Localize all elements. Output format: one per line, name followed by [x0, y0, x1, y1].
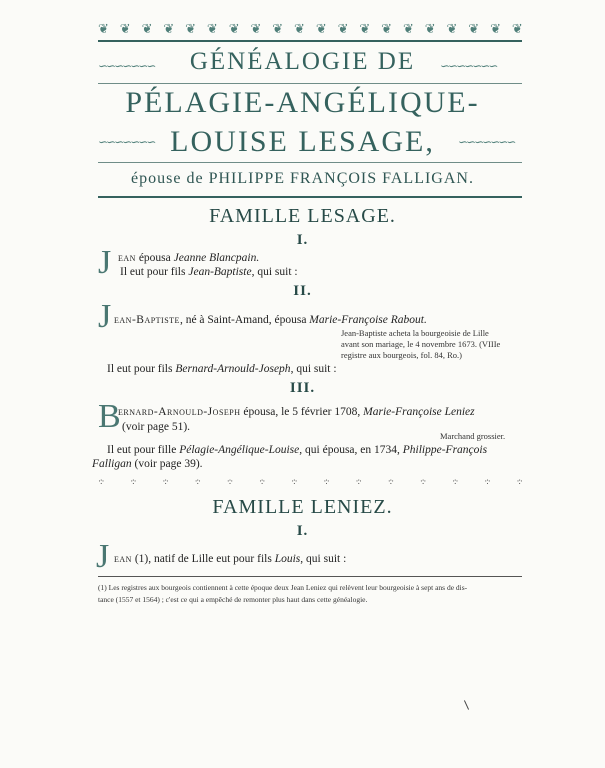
subtitle-rule — [98, 162, 522, 163]
fleuron-icon: ❦ — [511, 21, 522, 36]
title-line-3: LOUISE LESAGE, — [170, 125, 435, 158]
drop-cap: J — [96, 538, 110, 575]
title-line-2: PÉLAGIE-ANGÉLIQUE- — [125, 86, 480, 119]
fleuron-icon: ❦ — [98, 21, 108, 36]
scroll-ornament-icon: ∽∽∽∽∽∽∽ — [98, 59, 155, 73]
fleuron-icon: ❦ — [337, 21, 348, 36]
ornament-dot-icon: ·:· — [452, 476, 458, 486]
entry-line: ean épousa Jeanne Blancpain. — [118, 252, 260, 264]
footnote-line: tance (1557 et 1564) ; c'est ce qui a empêché de remonter plus haut dans cette généalogie. — [98, 595, 368, 604]
fleuron-icon: ❦ — [250, 21, 261, 36]
ornament-dot-icon: ·:· — [162, 476, 168, 486]
drop-cap: J — [98, 298, 112, 335]
entry-line: Il eut pour fils Bernard-Arnould-Joseph, qui suit : — [107, 363, 337, 375]
entry-line: ean-Baptiste, né à Saint-Amand, épousa Marie-Françoise Rabout. — [114, 314, 427, 326]
ornament-dot-icon: ·:· — [387, 476, 394, 486]
scroll-ornament-icon: ∽∽∽∽∽∽∽ — [98, 135, 155, 149]
section-heading-lesage: FAMILLE LESAGE. — [209, 205, 396, 227]
fleuron-icon: ❦ — [141, 21, 152, 36]
fleuron-icon: ❦ — [185, 21, 196, 36]
entry-line: ernard-Arnould-Joseph épousa, le 5 février 1708, Marie-Françoise Leniez — [118, 406, 475, 418]
fleuron-icon: ❦ — [446, 21, 457, 36]
top-ornament-band — [98, 22, 522, 36]
side-note: Marchand grossier. — [440, 431, 506, 441]
dotted-divider — [98, 476, 522, 486]
scroll-ornament-icon: ∽∽∽∽∽∽∽ — [458, 135, 515, 149]
ornament-dot-icon: ·:· — [484, 476, 490, 486]
generation-number: I. — [296, 232, 309, 248]
paper-mark — [464, 700, 469, 709]
fleuron-icon: ❦ — [272, 21, 283, 36]
ornament-dot-icon: ·:· — [130, 476, 136, 486]
fleuron-icon: ❦ — [294, 21, 304, 36]
fleuron-icon: ❦ — [315, 21, 326, 36]
fleuron-icon: ❦ — [163, 21, 174, 36]
header-bottom-rule — [98, 196, 522, 198]
ornament-dot-icon: ·:· — [226, 476, 233, 486]
fleuron-icon: ❦ — [490, 21, 500, 36]
section-heading-leniez: FAMILLE LENIEZ. — [212, 496, 393, 518]
fleuron-icon: ❦ — [119, 21, 130, 36]
drop-cap: B — [98, 398, 121, 435]
fleuron-icon: ❦ — [206, 21, 217, 36]
entry-line: Il eut pour fille Pélagie-Angélique-Louise, qui épousa, en 1734, Philippe-François — [107, 444, 488, 456]
fleuron-icon: ❦ — [228, 21, 239, 36]
ornament-dot-icon: ·:· — [419, 476, 426, 486]
entry-line: Falligan (voir page 39). — [92, 458, 203, 470]
ornament-dot-icon: ·:· — [323, 476, 329, 486]
ornament-dot-icon: ·:· — [98, 476, 104, 486]
title-rule — [98, 83, 522, 84]
scroll-ornament-icon: ∽∽∽∽∽∽∽ — [440, 59, 497, 73]
fleuron-icon: ❦ — [381, 21, 392, 36]
ornament-dot-icon: ·:· — [258, 476, 265, 486]
footnote-rule — [98, 576, 522, 577]
ornament-dot-icon: ·:· — [355, 476, 361, 486]
fleuron-icon: ❦ — [359, 21, 370, 36]
title-line-1: GÉNÉALOGIE DE — [189, 48, 416, 75]
fleuron-icon: ❦ — [424, 21, 435, 36]
ornament-dot-icon: ·:· — [516, 476, 522, 486]
side-note: avant son mariage, le 4 novembre 1673. (VIIIe — [341, 339, 501, 349]
generation-number: I. — [296, 523, 309, 539]
fleuron-icon: ❦ — [468, 21, 479, 36]
generation-number: III. — [289, 380, 316, 396]
footnote-line: (1) Les registres aux bourgeois contiennent à cette époque deux Jean Leniez qui relèvent leur bourgeoisie à sept ans de dis- — [98, 583, 468, 592]
top-rule — [98, 40, 522, 42]
generation-number: II. — [293, 283, 312, 299]
entry-line: Il eut pour fils Jean-Baptiste, qui suit : — [120, 266, 298, 278]
ornament-dot-icon: ·:· — [291, 476, 297, 486]
subtitle: épouse de PHILIPPE FRANÇOIS FALLIGAN. — [131, 170, 474, 187]
side-note: registre aux bourgeois, fol. 84, Ro.) — [341, 350, 462, 360]
entry-line: (voir page 51). — [122, 421, 191, 433]
fleuron-icon: ❦ — [402, 21, 413, 36]
ornament-dot-icon: ·:· — [194, 476, 201, 486]
side-note: Jean-Baptiste acheta la bourgeoisie de Lille — [341, 328, 489, 338]
entry-line: ean (1), natif de Lille eut pour fils Louis, qui suit : — [114, 553, 347, 565]
drop-cap: J — [98, 244, 112, 281]
